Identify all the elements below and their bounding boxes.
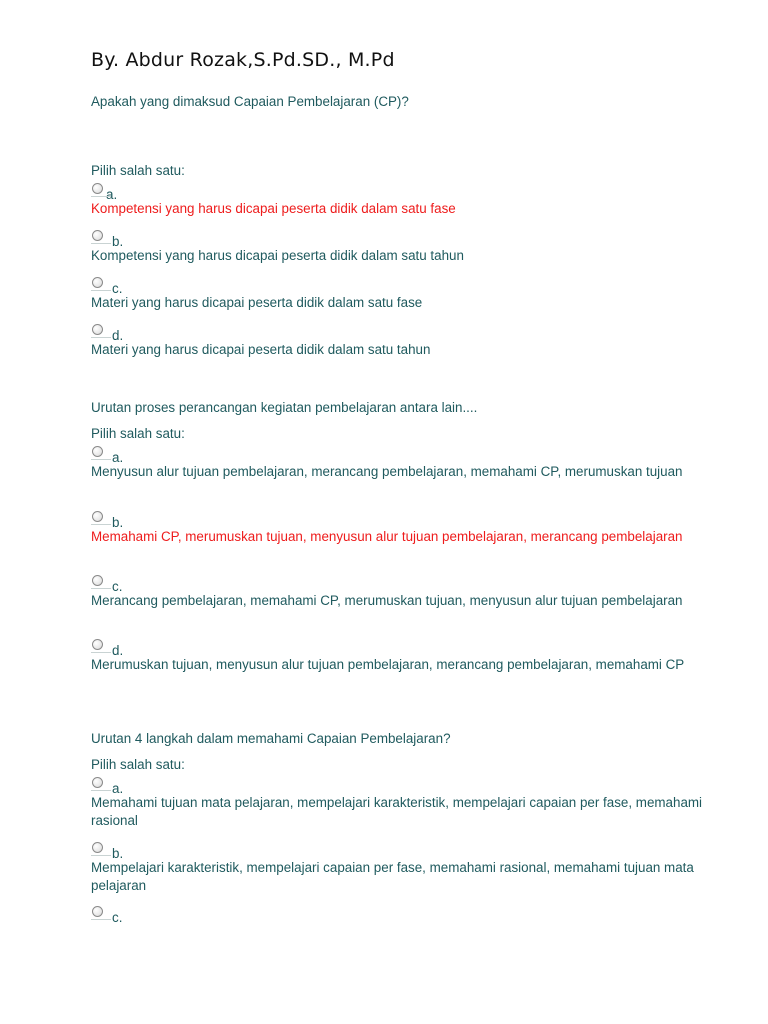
radio-row[interactable]	[91, 575, 731, 592]
option-text: Merancang pembelajaran, memahami CP, merumuskan tujuan, menyusun alur tujuan pembelajaran	[91, 593, 683, 608]
radio-underline	[91, 196, 111, 197]
option-text: Merumuskan tujuan, menyusun alur tujuan pembelajaran, merancang pembelajaran, memahami CP	[91, 657, 685, 672]
question-2	[91, 399, 731, 417]
option-text: Materi yang harus dicapai peserta didik dalam satu fase	[91, 295, 423, 310]
question-2-prompt	[91, 425, 731, 443]
radio-button-icon[interactable]	[92, 575, 103, 586]
option-letter: c.	[112, 281, 123, 296]
option-text: Memahami CP, merumuskan tujuan, menyusun alur tujuan pembelajaran, merancang pembelajaran	[91, 529, 683, 544]
radio-underline	[91, 855, 111, 856]
q1-option-d[interactable]	[91, 324, 731, 359]
radio-row[interactable]	[91, 639, 731, 656]
radio-underline	[91, 790, 111, 791]
question-text: Apakah yang dimaksud Capaian Pembelajaran (CP)?	[91, 94, 409, 109]
question-text: Urutan proses perancangan kegiatan pembelajaran antara lain....	[91, 400, 478, 415]
radio-row[interactable]	[91, 906, 731, 923]
radio-row[interactable]	[91, 511, 731, 528]
radio-underline	[91, 588, 111, 589]
q2-option-a[interactable]	[91, 446, 731, 481]
radio-row[interactable]	[91, 230, 731, 247]
option-text: Menyusun alur tujuan pembelajaran, merancang pembelajaran, memahami CP, merumuskan tujuan	[91, 464, 683, 479]
option-letter: c.	[112, 910, 123, 925]
radio-row[interactable]	[91, 324, 731, 341]
q2-option-d[interactable]	[91, 639, 731, 674]
option-letter: b.	[112, 515, 124, 530]
radio-button-icon[interactable]	[92, 906, 103, 917]
q1-option-c[interactable]	[91, 277, 731, 312]
author-heading: By. Abdur Rozak,S.Pd.SD., M.Pd	[91, 49, 395, 71]
radio-button-icon[interactable]	[92, 183, 103, 194]
option-letter: c.	[112, 579, 123, 594]
radio-button-icon[interactable]	[92, 446, 103, 457]
radio-row[interactable]	[91, 842, 731, 859]
q1-option-b[interactable]	[91, 230, 731, 265]
question-1-prompt	[91, 162, 731, 180]
radio-button-icon[interactable]	[92, 277, 103, 288]
option-letter: d.	[112, 328, 124, 343]
q2-option-b[interactable]	[91, 511, 731, 546]
option-letter: b.	[112, 234, 124, 249]
radio-button-icon[interactable]	[92, 511, 103, 522]
radio-underline	[91, 652, 111, 653]
radio-underline	[91, 243, 111, 244]
option-text: Kompetensi yang harus dicapai peserta didik dalam satu tahun	[91, 248, 464, 263]
question-3-prompt	[91, 756, 731, 774]
radio-button-icon[interactable]	[92, 230, 103, 241]
q1-option-a[interactable]	[91, 183, 731, 218]
option-text: Kompetensi yang harus dicapai peserta didik dalam satu fase	[91, 201, 456, 216]
radio-row[interactable]	[91, 446, 731, 463]
option-letter: a.	[106, 187, 118, 202]
option-letter: b.	[112, 846, 124, 861]
option-text: Memahami tujuan mata pelajaran, mempelajari karakteristik, mempelajari capaian per fase, memahami rasional	[91, 795, 703, 828]
radio-button-icon[interactable]	[92, 639, 103, 650]
q3-option-a[interactable]	[91, 777, 731, 829]
radio-underline	[91, 337, 111, 338]
prompt-text: Pilih salah satu:	[91, 757, 185, 772]
radio-button-icon[interactable]	[92, 842, 103, 853]
radio-underline	[91, 919, 111, 920]
q2-option-c[interactable]	[91, 575, 731, 610]
option-text: Mempelajari karakteristik, mempelajari capaian per fase, memahami rasional, memahami tujuan mata pelajaran	[91, 860, 694, 893]
radio-button-icon[interactable]	[92, 324, 103, 335]
prompt-text: Pilih salah satu:	[91, 426, 185, 441]
question-text: Urutan 4 langkah dalam memahami Capaian Pembelajaran?	[91, 731, 451, 746]
radio-row[interactable]	[91, 183, 731, 200]
radio-underline	[91, 524, 111, 525]
q3-option-c[interactable]	[91, 906, 731, 923]
option-letter: a.	[112, 450, 124, 465]
question-3	[91, 730, 731, 748]
radio-row[interactable]	[91, 777, 731, 794]
option-letter: a.	[112, 781, 124, 796]
option-letter: d.	[112, 643, 124, 658]
radio-underline	[91, 459, 111, 460]
radio-underline	[91, 290, 111, 291]
radio-button-icon[interactable]	[92, 777, 103, 788]
radio-row[interactable]	[91, 277, 731, 294]
option-text: Materi yang harus dicapai peserta didik dalam satu tahun	[91, 342, 431, 357]
prompt-text: Pilih salah satu:	[91, 163, 185, 178]
question-1	[91, 93, 731, 111]
q3-option-b[interactable]	[91, 842, 731, 894]
